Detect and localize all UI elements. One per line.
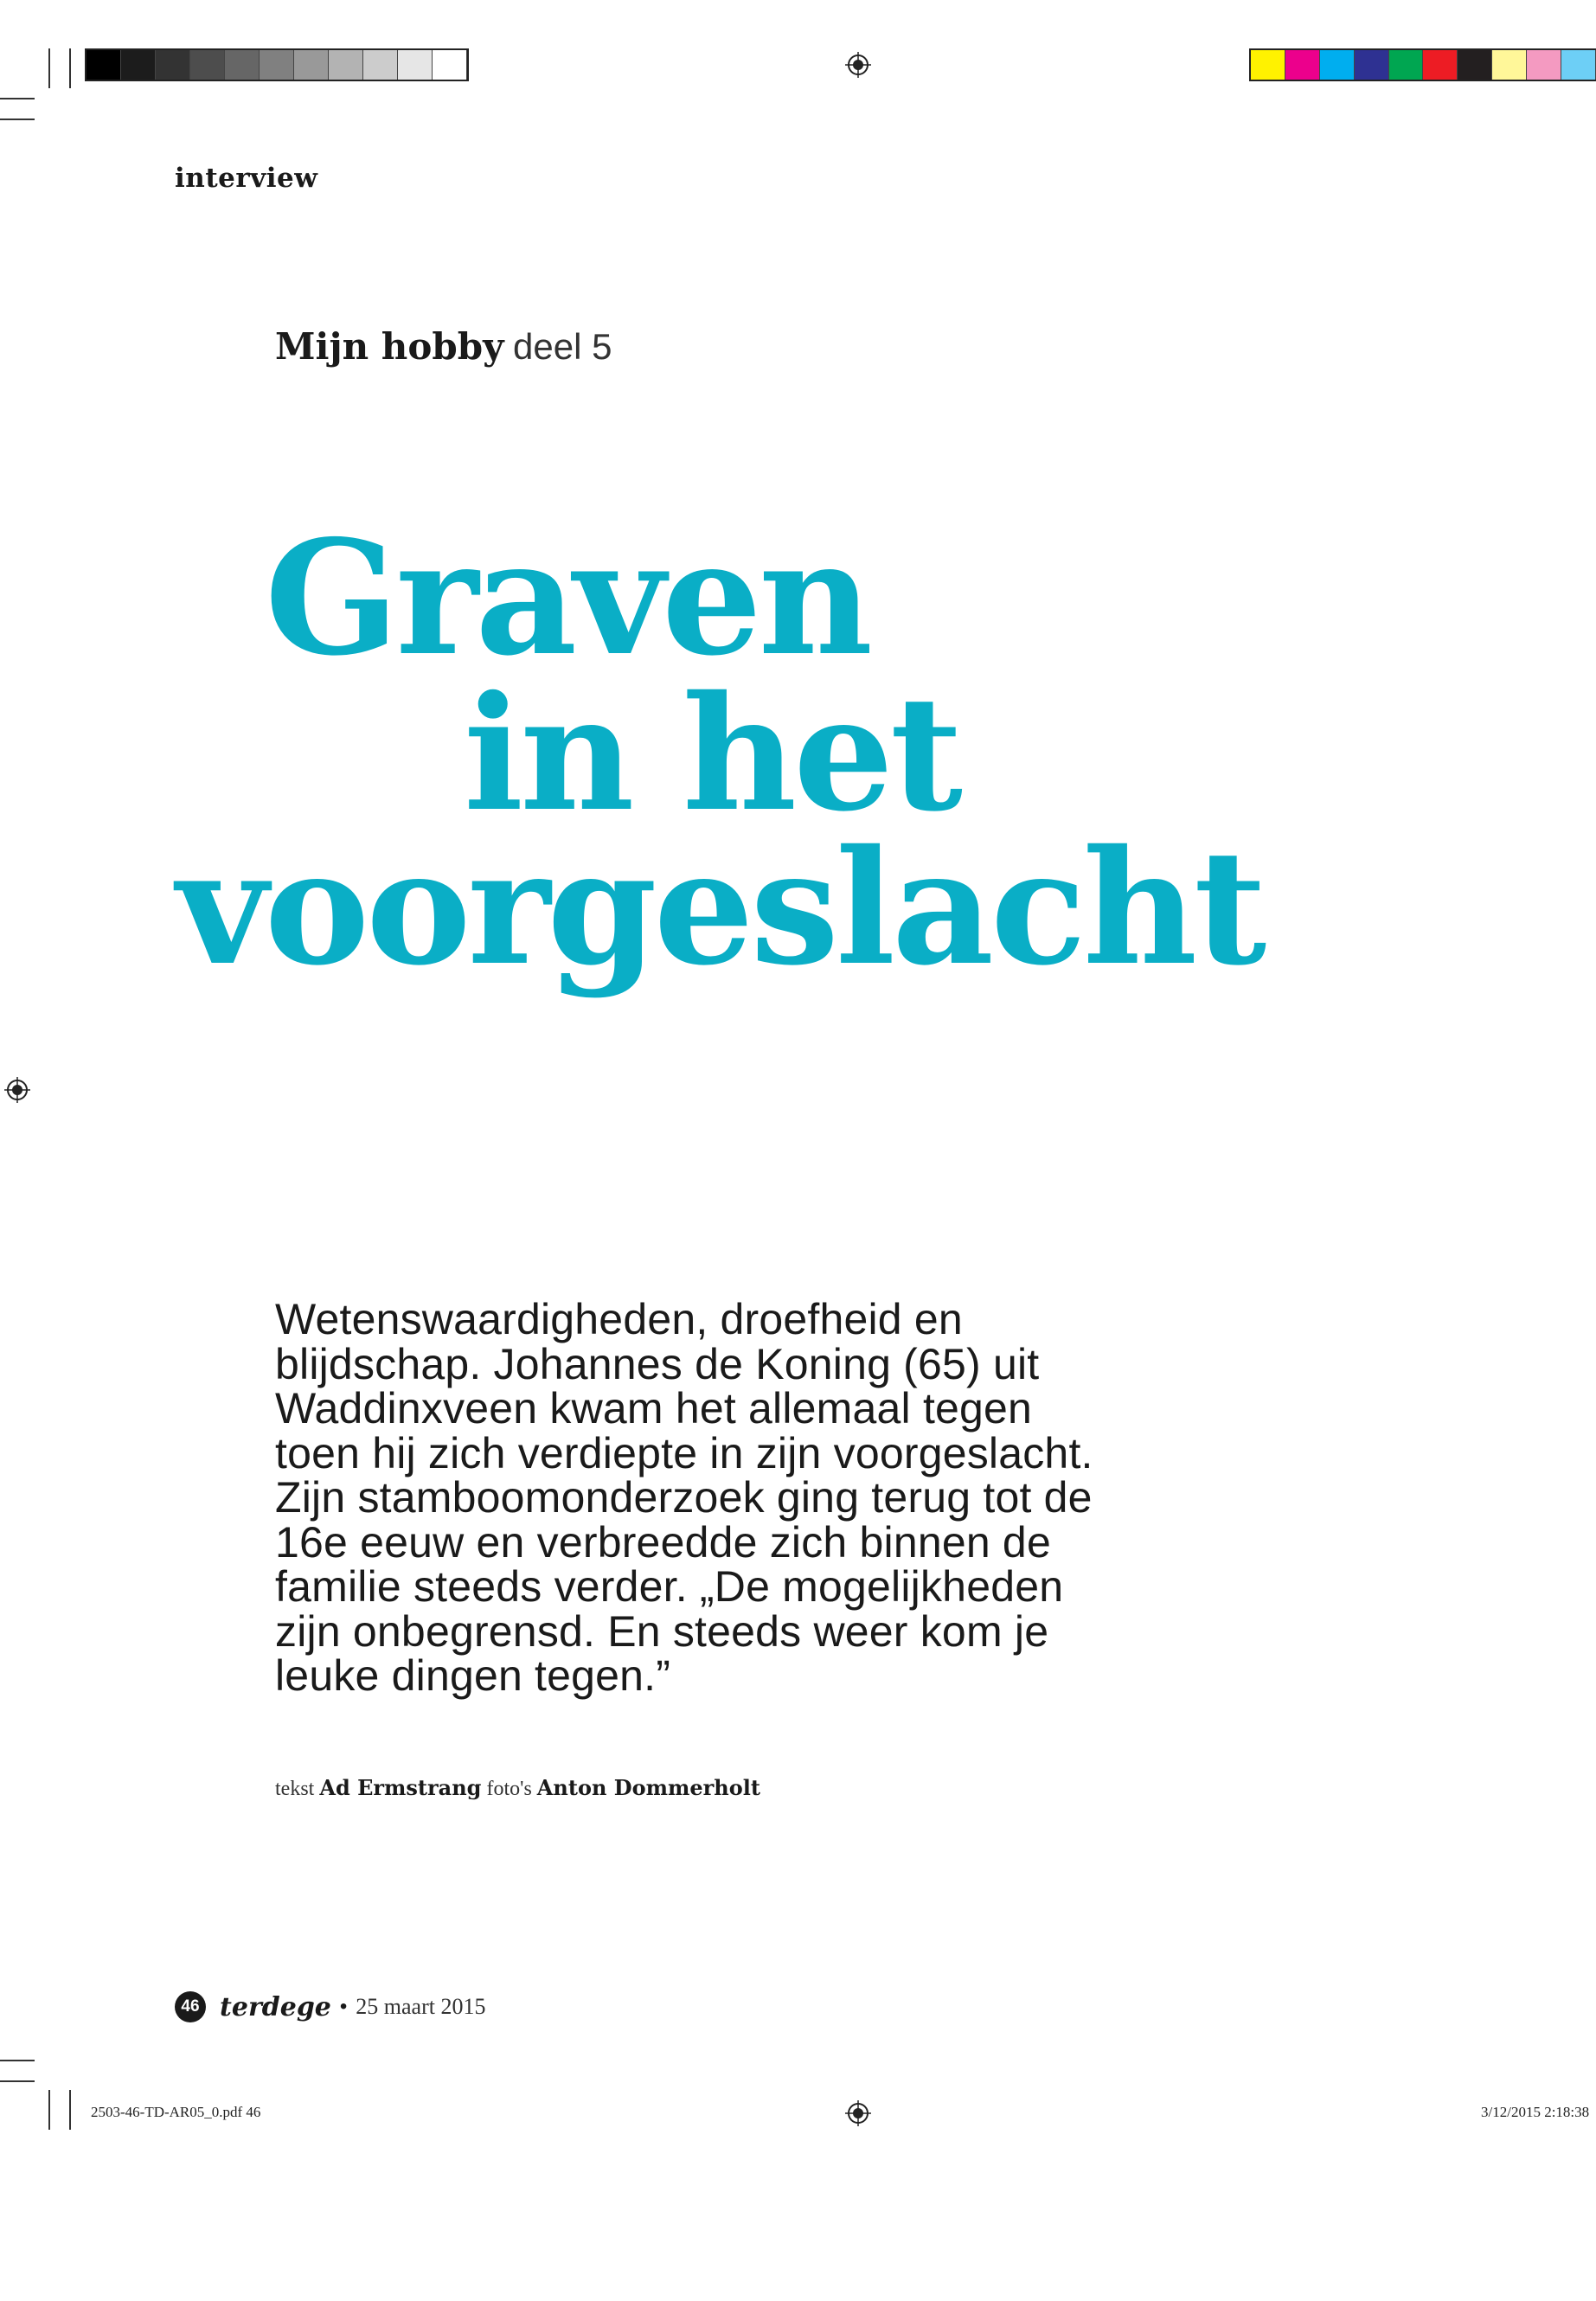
calibration-swatch — [1561, 50, 1596, 80]
calibration-swatch — [1320, 50, 1355, 80]
crop-mark-top-left-v2 — [69, 48, 71, 88]
calibration-swatch — [329, 50, 363, 80]
calibration-swatch — [398, 50, 433, 80]
calibration-swatch — [156, 50, 190, 80]
text-credit-label: tekst — [275, 1778, 315, 1800]
calibration-swatch — [363, 50, 398, 80]
intro-line: familie steeds verder. „De mogelijkheden — [275, 1562, 1064, 1611]
series-kicker — [275, 325, 612, 369]
headline-line-3: voorgeslacht — [176, 815, 1264, 1000]
calibration-swatch — [1423, 50, 1458, 80]
intro-line: 16e eeuw en verbreedde zich binnen de — [275, 1517, 1051, 1567]
intro-paragraph — [275, 1295, 1253, 1700]
calibration-swatch — [294, 50, 329, 80]
calibration-swatch — [1492, 50, 1527, 80]
intro-line: Zijn stamboomonderzoek ging terug tot de — [275, 1473, 1093, 1522]
registration-mark-icon — [4, 1077, 30, 1103]
page-footer — [175, 1991, 485, 2022]
calibration-swatch — [225, 50, 260, 80]
crop-mark-bottom-left-v1 — [48, 2090, 50, 2130]
crop-mark-bottom-left-v2 — [69, 2090, 71, 2130]
text-credit-author: Ad Ermstrang — [319, 1775, 482, 1800]
headline-line-1: Graven — [265, 505, 870, 690]
crop-mark-bottom-left-h2 — [0, 2080, 35, 2082]
calibration-swatch — [1251, 50, 1285, 80]
calibration-swatch — [1458, 50, 1492, 80]
page-number-badge: 46 — [175, 1991, 206, 2022]
photo-credit-author: Anton Dommerholt — [536, 1775, 760, 1800]
byline-credits — [275, 1775, 760, 1801]
intro-line: Waddinxveen kwam het allemaal tegen — [275, 1384, 1033, 1433]
crop-mark-top-left-v1 — [48, 48, 50, 88]
registration-mark-icon — [845, 52, 871, 78]
headline-line-2: in het — [464, 661, 960, 846]
calibration-swatch — [1285, 50, 1320, 80]
kicker-part: deel 5 — [513, 326, 612, 367]
calibration-swatch — [260, 50, 294, 80]
kicker-title: Mijn hobby — [275, 325, 504, 368]
photo-credit-label: foto's — [486, 1778, 532, 1800]
intro-line: zijn onbegrensd. En steeds weer kom je — [275, 1606, 1049, 1656]
print-slug-timestamp: 3/12/2015 2:18:38 — [1481, 2104, 1590, 2120]
crop-mark-bottom-left-h1 — [0, 2060, 35, 2061]
print-slug-file: 2503-46-TD-AR05_0.pdf 46 — [91, 2104, 261, 2120]
magazine-brand-logo: terdege — [220, 1991, 331, 2022]
grayscale-calibration-bar — [85, 48, 469, 81]
color-calibration-bar — [1249, 48, 1596, 81]
intro-line: blijdschap. Johannes de Koning (65) uit — [275, 1339, 1040, 1388]
intro-line: Wetenswaardigheden, droefheid en — [275, 1295, 963, 1343]
crop-mark-top-left-h1 — [0, 98, 35, 99]
calibration-swatch — [433, 50, 467, 80]
calibration-swatch — [1389, 50, 1424, 80]
section-label: interview — [175, 163, 318, 194]
registration-mark-icon — [845, 2100, 871, 2126]
calibration-swatch — [87, 50, 121, 80]
intro-line: toen hij zich verdiepte in zijn voorgeslacht. — [275, 1428, 1093, 1477]
calibration-swatch — [121, 50, 156, 80]
intro-line: leuke dingen tegen.” — [275, 1651, 671, 1700]
calibration-swatch — [1355, 50, 1389, 80]
issue-date: 25 maart 2015 — [356, 1994, 486, 2019]
calibration-swatch — [1527, 50, 1561, 80]
calibration-swatch — [190, 50, 225, 80]
crop-mark-top-left-h2 — [0, 119, 35, 120]
footer-separator: • — [339, 1995, 348, 2018]
